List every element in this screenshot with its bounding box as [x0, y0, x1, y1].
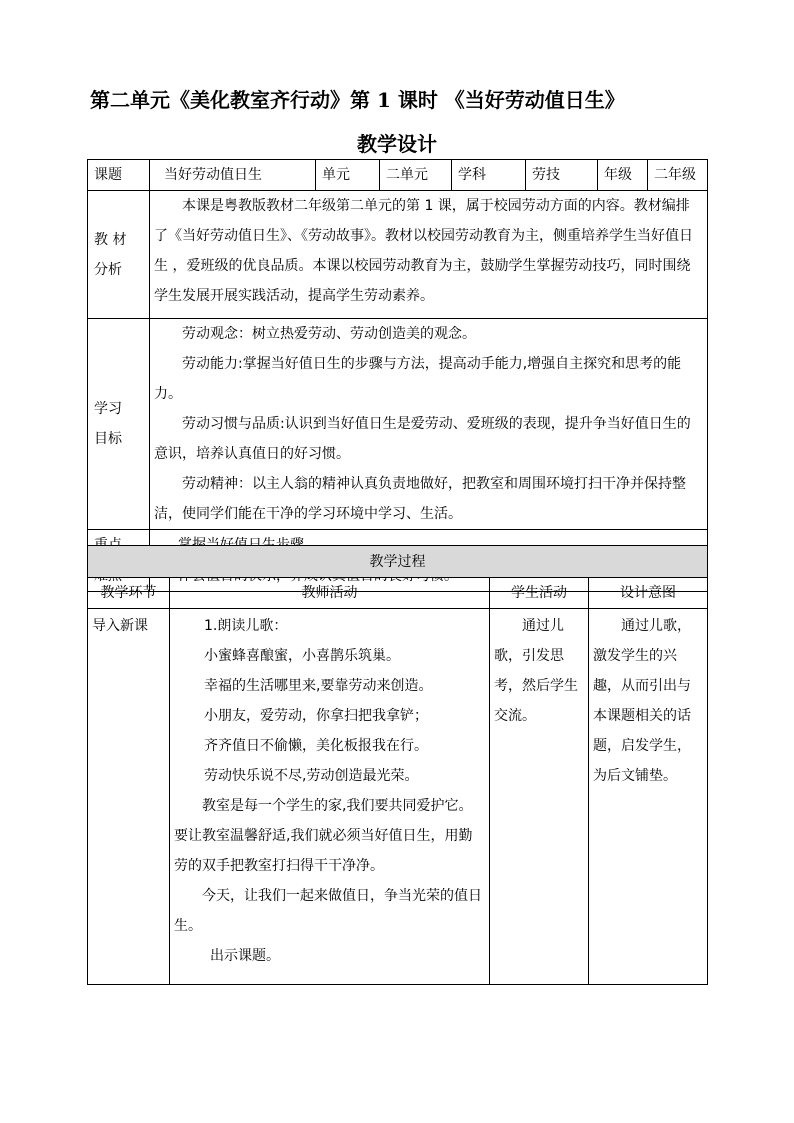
goal-item: 劳动能力:掌握当好值日生的步骤与方法，提高动手能力,增强自主探究和思考的能力。: [154, 356, 682, 402]
document-title: 第二单元《美化教室齐行动》第 1 课时 《当好劳动值日生》: [90, 88, 625, 112]
goal-item: 劳动习惯与品质:认识到当好值日生是爱劳动、爱班级的表现，提升争当好值日生的意识，培养认真值日的好习惯。: [154, 416, 691, 462]
teacher-line: 教室是每一个学生的家,我们要共同爱护它。要让教室温馨舒适,我们就必须当好值日生，用勤劳的双手把教室打扫得干干净净。: [174, 798, 473, 874]
teacher-line: 齐齐值日不偷懒，美化板报我在行。: [204, 738, 428, 754]
unit-label: 单元: [316, 160, 380, 191]
analysis-label: 教 材 分析: [88, 191, 150, 319]
stage-cell: 导入新课: [88, 609, 170, 985]
goals-content: [150, 319, 708, 530]
teacher-line: 小蜜蜂喜酿蜜，小喜鹊乐筑巢。: [204, 648, 400, 664]
goals-label: 学习 目标: [88, 319, 150, 530]
teacher-activity-cell: [170, 609, 490, 985]
teacher-line: 1.朗读儿歌：: [204, 618, 288, 634]
design-intent-cell: [589, 609, 708, 985]
subject-value: 劳技: [526, 160, 598, 191]
student-activity-text: 通过儿歌，引发思考，然后学生交流。: [494, 618, 578, 724]
process-table: [87, 545, 708, 985]
analysis-content: [150, 191, 708, 319]
topic-value: 当好劳动值日生: [150, 160, 316, 191]
document-subtitle: 教学设计: [357, 132, 437, 156]
col-intent-header: 设计意图: [589, 578, 708, 609]
goal-item: 劳动精神：以主人翁的精神认真负责地做好，把教室和周围环境打扫干净并保持整洁，使同学们能在干净的学习环境中学习、生活。: [154, 476, 686, 522]
student-activity-cell: [490, 609, 589, 985]
analysis-text: 本课是粤教版教材二年级第二单元的第 1 课，属于校园劳动方面的内容。教材编排了《当好劳动值日生》、《劳动故事》。教材以校园劳动教育为主，侧重培养学生当好值日生 ，爱班级的优良品质。本课以校园劳动教育为主，鼓励学生掌握劳动技巧，同时围绕学生发展开展实践活动，提高学生劳动素养。: [154, 198, 693, 304]
grade-label: 年级: [598, 160, 648, 191]
col-student-header: 学生活动: [490, 578, 589, 609]
design-intent-text: 通过儿歌，激发学生的兴趣，从而引出与本课题相关的话题，启发学生，为后文铺垫。: [593, 618, 691, 784]
goal-item: 劳动观念：树立热爱劳动、劳动创造美的观念。: [182, 326, 476, 342]
info-table: [87, 159, 708, 592]
process-header: 教学过程: [88, 546, 708, 578]
unit-value: 二单元: [380, 160, 452, 191]
teacher-line: 小朋友，爱劳动，你拿扫把我拿铲；: [204, 708, 428, 724]
teacher-line: 劳动快乐说不尽,劳动创造最光荣。: [204, 768, 419, 784]
topic-label: 课题: [88, 160, 150, 191]
teacher-line: 出示课题。: [210, 948, 280, 964]
subject-label: 学科: [452, 160, 526, 191]
grade-value: 二年级: [648, 160, 708, 191]
col-teacher-header: 教师活动: [170, 578, 490, 609]
teacher-line: 幸福的生活哪里来,要靠劳动来创造。: [204, 678, 433, 694]
col-stage-header: 教学环节: [88, 578, 170, 609]
teacher-line: 今天，让我们一起来做值日，争当光荣的值日生。: [174, 888, 482, 934]
